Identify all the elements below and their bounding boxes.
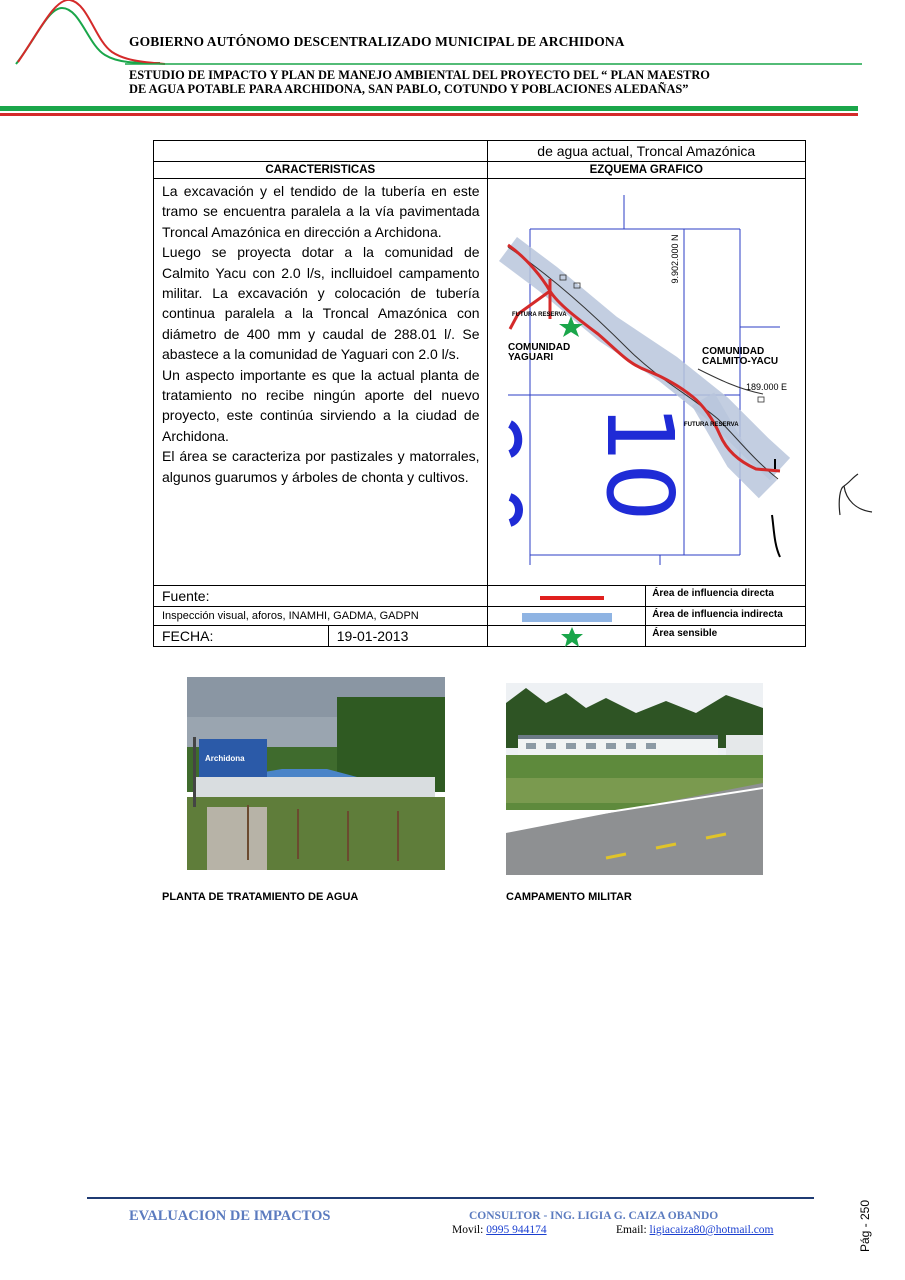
legend-label-sensitive: Área sensible (646, 626, 806, 647)
header-band-green (0, 106, 858, 111)
footer-movil (452, 1224, 547, 1236)
email-link[interactable]: ligiacaiza80@hotmail.com (649, 1224, 774, 1236)
caption-treatment-plant: PLANTA DE TRATAMIENTO DE AGUA (162, 891, 359, 903)
caption-military-camp: CAMPAMENTO MILITAR (506, 891, 632, 903)
impact-table (153, 140, 806, 647)
label-reserve-1: FUTURA RESERVA (511, 312, 567, 318)
top-left-empty (154, 141, 488, 162)
paragraph: Un aspecto importante es que la actual planta de tratamiento no recibe ningún aporte del nuevo proyecto, este continúa sirviendo a la ciudad de Archidona. (162, 366, 480, 444)
footer-rule (87, 1197, 814, 1199)
fuente-value: Inspección visual, aforos, INAMHI, GADMA, GADPN (154, 607, 488, 626)
route-map (488, 179, 806, 585)
paragraph: El área se caracteriza por pastizales y matorrales, algunos guarumos y árboles de chonta y cultivos. (162, 448, 480, 485)
col-header-esquema: EZQUEMA GRAFICO (487, 162, 805, 179)
page-number-text: Pág - 250 (858, 1199, 872, 1253)
top-right-cell: de agua actual, Troncal Amazónica (487, 141, 805, 162)
header-title: GOBIERNO AUTÓNOMO DESCENTRALIZADO MUNICIPAL DE ARCHIDONA (129, 34, 625, 49)
photo-treatment-plant (187, 677, 445, 870)
footer-section-title: EVALUACION DE IMPACTOS (129, 1208, 331, 1224)
star-icon (560, 626, 584, 648)
label-yaguari-2: YAGUARI (507, 352, 553, 363)
legend-symbol-indirect (487, 607, 646, 626)
footer-consultor: CONSULTOR - ING. LIGIA G. CAIZA OBANDO (469, 1210, 719, 1222)
legend-red-line (540, 596, 604, 600)
margin-scribble (836, 470, 876, 520)
label-calmito-1: COMUNIDAD (701, 346, 764, 357)
fecha-label: FECHA: (154, 626, 329, 647)
characteristics-text (154, 179, 488, 586)
legend-label-direct: Área de influencia directa (646, 586, 806, 607)
paragraph: La excavación y el tendido de la tubería en este tramo se encuentra paralela a la vía pavimentada Troncal Amazónica en dirección a Archidona. (162, 183, 480, 240)
header-band-red (0, 113, 858, 116)
header-logo (0, 0, 905, 120)
photo-military-camp (506, 683, 763, 875)
fuente-label: Fuente: (154, 586, 488, 607)
fecha-value: 19-01-2013 (328, 626, 487, 647)
label-reserve-2: FUTURA RESERVA (683, 422, 739, 428)
header-subtitle-line1: ESTUDIO DE IMPACTO Y PLAN DE MANEJO AMBIENTAL DEL PROYECTO DEL “ PLAN MAESTRO (129, 68, 710, 82)
map-big-number: 10 (585, 404, 693, 522)
label-yaguari-1: COMUNIDAD (507, 342, 570, 353)
legend-symbol-sensitive (487, 626, 646, 647)
email-label: Email: (616, 1224, 647, 1236)
sign-text: Archidona (205, 754, 245, 763)
header-subtitle (129, 68, 819, 96)
col-header-caracteristicas: CARACTERISTICAS (154, 162, 488, 179)
movil-link[interactable]: 0995 944174 (486, 1224, 547, 1236)
label-calmito-2: CALMITO-YACU (701, 356, 778, 367)
footer-email (616, 1224, 774, 1236)
page-number (848, 1195, 878, 1257)
map-cell (487, 179, 805, 586)
coord-north: 9.902.000 N (669, 234, 680, 284)
legend-label-indirect: Área de influencia indirecta (646, 607, 806, 626)
legend-blue-band (522, 613, 612, 622)
header-subtitle-line2: DE AGUA POTABLE PARA ARCHIDONA, SAN PABLO, COTUNDO Y POBLACIONES ALEDAÑAS” (129, 82, 689, 96)
coord-east: 189.000 E (745, 382, 787, 392)
legend-symbol-direct (487, 586, 646, 607)
movil-label: Movil: (452, 1224, 484, 1236)
paragraph: Luego se proyecta dotar a la comunidad de Calmito Yacu con 2.0 l/s, inclluidoel campamento militar. La excavación y colocación de tubería continua paralela a la Troncal Amazónica con diámetro de 400 mm y caudal de 288.01 l/. Se abastece a la comunidad de Yaguari con 2.0 l/s. (162, 244, 480, 363)
